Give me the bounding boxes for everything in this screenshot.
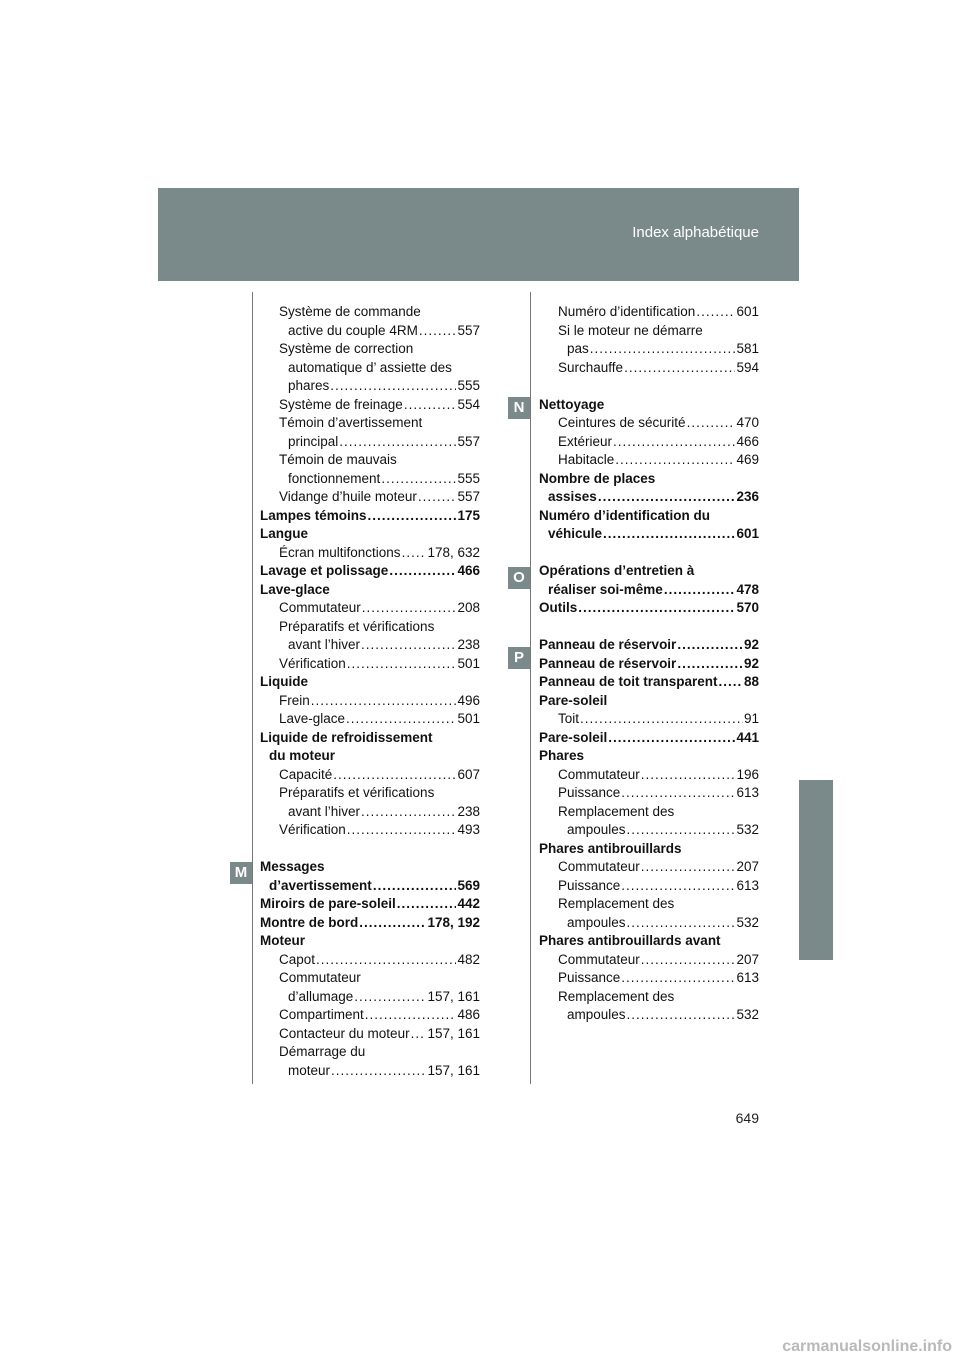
index-entry: [539, 359, 759, 378]
entry-page-ref: 493: [457, 822, 480, 837]
index-entry: [260, 1043, 480, 1062]
entry-page-ref: 196: [736, 766, 759, 782]
index-entry: [539, 396, 759, 415]
entry-page-ref: 157, 161: [427, 1025, 480, 1041]
index-entry: [260, 692, 480, 711]
index-entry: [260, 618, 480, 637]
index-entry: [539, 951, 759, 970]
dot-leader: [381, 470, 456, 489]
entry-term: Commutateur: [558, 766, 640, 782]
index-entry: [539, 914, 759, 933]
entry-term: Préparatifs et vérifications: [279, 785, 435, 800]
dot-leader: [641, 766, 736, 785]
dot-leader: [373, 877, 457, 896]
entry-page-ref: 594: [736, 359, 759, 375]
index-entry: [260, 303, 480, 322]
entry-term: Système de correction: [279, 341, 414, 356]
entry-page-ref: 496: [457, 692, 480, 708]
entry-page-ref: 554: [457, 396, 480, 412]
dot-leader: [316, 951, 456, 970]
dot-leader: [331, 1062, 426, 1081]
entry-page-ref: 208: [457, 600, 480, 615]
index-entry: [260, 636, 480, 655]
dot-leader: [368, 507, 457, 526]
index-entry: [260, 914, 480, 933]
column-divider-left: [252, 292, 253, 1084]
entry-term: Vérification: [279, 822, 346, 837]
index-entry: [260, 710, 480, 729]
entry-term: active du couple 4RM: [288, 322, 418, 338]
entry-term: Habitacle: [558, 452, 615, 467]
index-entry: [260, 359, 480, 378]
entry-term: Langue: [260, 526, 309, 541]
index-entry: [260, 414, 480, 433]
section-letter-p: P: [508, 647, 530, 669]
entry-page-ref: 581: [736, 341, 759, 356]
entry-page-ref: 501: [457, 655, 480, 671]
entry-term: ampoules: [567, 822, 626, 837]
dot-leader: [677, 636, 743, 655]
entry-term: avant l’hiver: [288, 637, 361, 652]
index-entry: [260, 525, 480, 544]
index-entry: [539, 636, 759, 655]
index-entry: [539, 1006, 759, 1025]
header-title: Index alphabétique: [632, 224, 759, 241]
entry-term: Puissance: [558, 970, 621, 985]
index-entry: [260, 803, 480, 822]
entry-term: réaliser soi-même: [548, 581, 663, 597]
dot-leader: [578, 599, 735, 618]
index-entry: [539, 803, 759, 822]
index-entry: [260, 729, 480, 748]
entry-term: phares: [288, 378, 330, 393]
entry-term: Commutateur: [279, 970, 361, 985]
entry-term: Témoin de mauvais: [279, 452, 397, 467]
entry-term: Opérations d’entretien à: [539, 563, 695, 578]
index-entry: [539, 858, 759, 877]
entry-term: moteur: [288, 1062, 331, 1078]
index-entry: [539, 784, 759, 803]
entry-term: véhicule: [548, 526, 603, 541]
dot-leader: [664, 581, 736, 600]
index-column-right: [539, 303, 759, 1025]
entry-term: Lavage et polissage: [260, 563, 389, 578]
entry-page-ref: 207: [736, 951, 759, 967]
dot-leader: [347, 655, 457, 674]
entry-page-ref: 178, 632: [427, 544, 480, 560]
dot-leader: [608, 729, 735, 748]
column-divider-middle: [530, 292, 531, 1084]
index-entry: [260, 599, 480, 618]
entry-term: Si le moteur ne démarre: [558, 322, 703, 338]
entry-term: Lave-glace: [260, 581, 330, 597]
entry-term: Commutateur: [279, 600, 361, 615]
index-entry: [539, 766, 759, 785]
dot-leader: [347, 821, 457, 840]
dot-leader: [418, 488, 457, 507]
entry-page-ref: 555: [457, 378, 480, 393]
index-entry: [260, 784, 480, 803]
entry-term: Remplacement des: [558, 896, 675, 911]
entry-page-ref: 441: [736, 729, 759, 745]
dot-leader: [339, 433, 456, 452]
entry-term: Contacteur du moteur: [279, 1025, 410, 1041]
index-entry: [539, 988, 759, 1007]
entry-page-ref: 175: [457, 507, 480, 523]
section-letter-o: O: [508, 567, 530, 589]
entry-term: Capot: [279, 951, 316, 967]
entry-term: assises: [548, 489, 597, 504]
entry-page-ref: 91: [743, 711, 759, 726]
index-entry: [260, 877, 480, 896]
dot-leader: [598, 488, 736, 507]
entry-term: Système de commande: [279, 304, 421, 319]
entry-term: Outils: [539, 600, 578, 615]
dot-leader: [361, 803, 456, 822]
section-letter-m: M: [230, 862, 252, 884]
index-entry: [539, 414, 759, 433]
index-entry: [260, 895, 480, 914]
entry-page-ref: 501: [457, 711, 480, 726]
entry-term: Lampes témoins: [260, 507, 367, 523]
entry-term: Moteur: [260, 933, 305, 948]
entry-term: Miroirs de pare-soleil: [260, 896, 396, 911]
dot-leader: [590, 340, 736, 359]
entry-term: Messages: [260, 859, 325, 874]
index-entry: [539, 581, 759, 600]
entry-term: Surchauffe: [558, 359, 624, 375]
index-entry: [260, 1062, 480, 1081]
index-entry: [260, 766, 480, 785]
entry-page-ref: 601: [736, 526, 759, 541]
entry-term: automatique d’ assiette des: [288, 359, 452, 375]
entry-term: Compartiment: [279, 1007, 364, 1022]
entry-page-ref: 466: [736, 433, 759, 449]
dot-leader: [621, 969, 735, 988]
index-entry: [539, 340, 759, 359]
entry-term: Commutateur: [558, 859, 640, 874]
entry-term: Nombre de places: [539, 470, 656, 486]
entry-term: Puissance: [558, 785, 621, 800]
dot-leader: [621, 877, 735, 896]
dot-leader: [361, 636, 456, 655]
entry-term: d’allumage: [288, 988, 354, 1004]
index-entry: [539, 451, 759, 470]
side-thumb-tab: [799, 780, 833, 960]
entry-term: Démarrage du: [279, 1044, 366, 1059]
entry-page-ref: 557: [457, 489, 480, 504]
header-band: [158, 188, 799, 281]
index-entry: [539, 507, 759, 526]
dot-leader: [354, 988, 426, 1007]
entry-page-ref: 557: [457, 322, 480, 338]
dot-leader: [362, 599, 457, 618]
entry-term: Frein: [279, 692, 310, 708]
entry-term: Lave-glace: [279, 711, 346, 726]
entry-page-ref: 466: [457, 563, 480, 578]
entry-term: Pare-soleil: [539, 729, 608, 745]
entry-term: fonctionnement: [288, 470, 381, 486]
entry-term: Préparatifs et vérifications: [279, 618, 435, 634]
index-entry: [260, 1025, 480, 1044]
dot-leader: [627, 821, 736, 840]
entry-term: Extérieur: [558, 433, 613, 449]
entry-page-ref: 555: [457, 470, 480, 486]
index-entry: [539, 673, 759, 692]
entry-term: Liquide: [260, 674, 308, 689]
index-entry: [260, 988, 480, 1007]
entry-page-ref: 613: [736, 970, 759, 985]
entry-term: Nettoyage: [539, 396, 605, 412]
entry-term: Témoin d’avertissement: [279, 415, 423, 430]
index-entry: [260, 747, 480, 766]
entry-page-ref: 236: [736, 489, 759, 504]
index-entry: [539, 655, 759, 674]
section-letter-n: N: [508, 397, 530, 419]
dot-leader: [624, 359, 735, 378]
dot-leader: [389, 562, 456, 581]
index-entry: [539, 840, 759, 859]
dot-leader: [613, 433, 735, 452]
dot-leader: [404, 396, 457, 415]
index-entry: [539, 562, 759, 581]
entry-term: Montre de bord: [260, 914, 359, 930]
entry-page-ref: 532: [736, 914, 759, 930]
entry-page-ref: 532: [736, 1007, 759, 1022]
section-gap: [539, 377, 759, 396]
section-gap: [539, 618, 759, 637]
dot-leader: [696, 303, 735, 322]
entry-term: Phares antibrouillards avant: [539, 933, 721, 948]
entry-term: ampoules: [567, 1007, 626, 1022]
entry-term: d’avertissement: [269, 877, 372, 893]
section-gap: [539, 544, 759, 563]
entry-page-ref: 613: [736, 785, 759, 800]
entry-term: du moteur: [269, 748, 335, 763]
index-entry: [539, 470, 759, 489]
dot-leader: [677, 655, 743, 674]
index-entry: [539, 525, 759, 544]
entry-page-ref: 238: [457, 803, 480, 819]
entry-term: Système de freinage: [279, 396, 403, 412]
entry-term: pas: [567, 341, 589, 356]
entry-page-ref: 178, 192: [427, 914, 480, 930]
index-entry: [539, 692, 759, 711]
index-entry: [539, 821, 759, 840]
index-column-left: [260, 303, 480, 1080]
dot-leader: [346, 710, 456, 729]
entry-term: Capacité: [279, 766, 333, 782]
entry-term: Panneau de toit transparent: [539, 674, 718, 689]
index-entry: [260, 488, 480, 507]
index-entry: [539, 729, 759, 748]
page-number: 649: [735, 1110, 759, 1126]
index-entry: [260, 1006, 480, 1025]
entry-page-ref: 92: [743, 637, 759, 652]
index-entry: [539, 877, 759, 896]
index-entry: [260, 470, 480, 489]
entry-term: Remplacement des: [558, 803, 675, 819]
dot-leader: [330, 377, 456, 396]
entry-term: Pare-soleil: [539, 692, 608, 708]
dot-leader: [311, 692, 457, 711]
index-entry: [260, 581, 480, 600]
entry-term: Vérification: [279, 655, 346, 671]
entry-page-ref: 482: [457, 951, 480, 967]
entry-page-ref: 607: [457, 766, 480, 782]
entry-page-ref: 557: [457, 433, 480, 449]
entry-page-ref: 532: [736, 822, 759, 837]
index-entry: [260, 433, 480, 452]
index-entry: [539, 322, 759, 341]
section-gap: [260, 840, 480, 859]
dot-leader: [402, 544, 427, 563]
dot-leader: [603, 525, 735, 544]
index-entry: [260, 322, 480, 341]
index-entry: [539, 433, 759, 452]
dot-leader: [627, 914, 736, 933]
dot-leader: [627, 1006, 736, 1025]
entry-page-ref: 486: [457, 1007, 480, 1022]
index-entry: [260, 969, 480, 988]
entry-page-ref: 442: [457, 896, 480, 911]
entry-term: Numéro d’identification: [558, 304, 696, 319]
entry-term: Commutateur: [558, 951, 640, 967]
dot-leader: [621, 784, 735, 803]
entry-term: Panneau de réservoir: [539, 655, 677, 671]
dot-leader: [419, 322, 457, 341]
index-entry: [260, 562, 480, 581]
dot-leader: [641, 858, 736, 877]
dot-leader: [687, 414, 736, 433]
entry-term: Liquide de refroidissement: [260, 729, 433, 745]
index-entry: [260, 932, 480, 951]
entry-term: ampoules: [567, 914, 626, 930]
entry-term: Puissance: [558, 877, 621, 893]
entry-page-ref: 88: [743, 674, 759, 689]
entry-term: Vidange d’huile moteur: [279, 489, 417, 504]
index-entry: [260, 544, 480, 563]
entry-term: Numéro d’identification du: [539, 507, 710, 523]
entry-term: Phares antibrouillards: [539, 840, 682, 856]
dot-leader: [615, 451, 735, 470]
entry-page-ref: 569: [457, 877, 480, 893]
entry-page-ref: 470: [736, 415, 759, 430]
entry-page-ref: 613: [736, 877, 759, 893]
entry-page-ref: 207: [736, 859, 759, 874]
index-entry: [260, 377, 480, 396]
dot-leader: [359, 914, 426, 933]
entry-page-ref: 157, 161: [427, 988, 480, 1004]
entry-term: Panneau de réservoir: [539, 637, 677, 652]
entry-page-ref: 469: [736, 452, 759, 467]
dot-leader: [719, 673, 743, 692]
entry-page-ref: 478: [736, 581, 759, 597]
index-entry: [539, 969, 759, 988]
index-entry: [539, 599, 759, 618]
index-entry: [260, 858, 480, 877]
entry-page-ref: 570: [736, 600, 759, 615]
index-entry: [260, 655, 480, 674]
dot-leader: [580, 710, 743, 729]
index-entry: [260, 673, 480, 692]
index-entry: [539, 488, 759, 507]
watermark: carmanualsonline.info: [782, 1338, 952, 1355]
entry-term: Toit: [558, 711, 580, 726]
index-entry: [260, 340, 480, 359]
index-entry: [539, 895, 759, 914]
index-entry: [539, 710, 759, 729]
entry-term: avant l’hiver: [288, 803, 361, 819]
entry-term: Écran multifonctions: [279, 544, 401, 560]
index-entry: [539, 303, 759, 322]
index-entry: [260, 821, 480, 840]
entry-term: principal: [288, 433, 339, 449]
dot-leader: [333, 766, 456, 785]
entry-page-ref: 92: [743, 655, 759, 671]
dot-leader: [641, 951, 736, 970]
dot-leader: [365, 1006, 457, 1025]
entry-term: Remplacement des: [558, 988, 675, 1004]
entry-page-ref: 601: [736, 304, 759, 319]
entry-term: Ceintures de sécurité: [558, 415, 686, 430]
entry-term: Phares: [539, 748, 585, 763]
entry-page-ref: 238: [457, 637, 480, 652]
dot-leader: [411, 1025, 427, 1044]
index-entry: [260, 451, 480, 470]
index-entry: [539, 932, 759, 951]
entry-page-ref: 157, 161: [427, 1062, 480, 1078]
index-entry: [539, 747, 759, 766]
index-entry: [260, 396, 480, 415]
index-entry: [260, 507, 480, 526]
dot-leader: [397, 895, 457, 914]
index-entry: [260, 951, 480, 970]
